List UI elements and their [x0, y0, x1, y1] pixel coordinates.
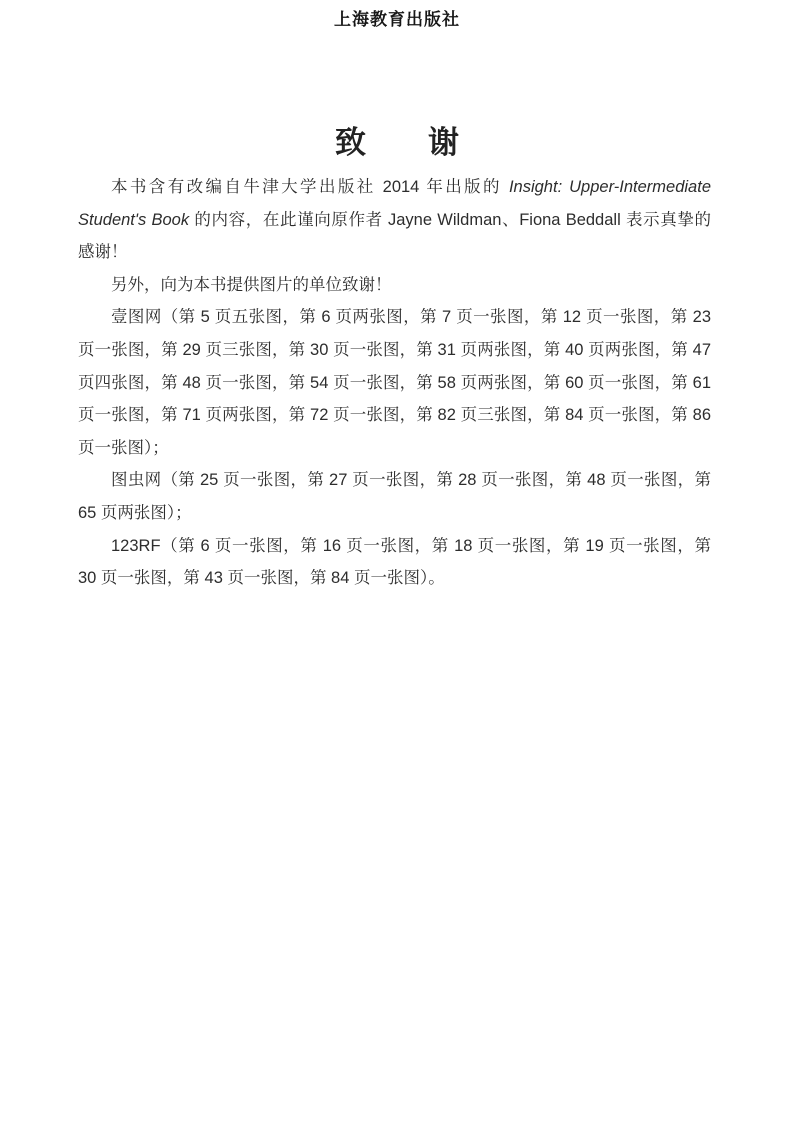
- paragraph-credit-tuchong: 图虫网（第 25 页一张图，第 27 页一张图，第 28 页一张图，第 48 页一张图，第 65 页两张图）；: [78, 471, 711, 522]
- page-title: 致 谢: [335, 124, 459, 160]
- paragraph-credit-123rf: 123RF（第 6 页一张图，第 16 页一张图，第 18 页一张图，第 19 页一张图，第 30 页一张图，第 43 页一张图，第 84 页一张图）。: [78, 536, 711, 588]
- paragraph-source-attribution: [78, 171, 711, 269]
- text-run: 本书含有改编自牛津大学出版社 2014 年出版的: [111, 178, 509, 196]
- text-run: 的内容，在此谨向原作者 Jayne Wildman、Fiona Beddall 表示真挚的感谢！: [78, 210, 711, 262]
- publisher-running-header: 上海教育出版社: [334, 10, 460, 29]
- book-title-italic: Insight: Upper-Intermediate Student's Book: [78, 178, 711, 229]
- acknowledgment-body: [78, 171, 711, 595]
- paragraph-photo-credit-intro: 另外，向为本书提供图片的单位致谢！: [111, 275, 392, 294]
- paragraph-credit-yitu: 壹图网（第 5 页五张图，第 6 页两张图，第 7 页一张图，第 12 页一张图，第 23 页一张图，第 29 页三张图，第 30 页一张图，第 31 页两张图，第 40 页两张图，第 47 页四张图，第 48 页一张图，第 54 页一张图，第 58 页两张图，第 60 页一张图，第 61 页一张图，第 71 页两张图，第 72 页一张图，第 82 页三张图，第 84 页一张图，第 86 页一张图）；: [78, 308, 711, 457]
